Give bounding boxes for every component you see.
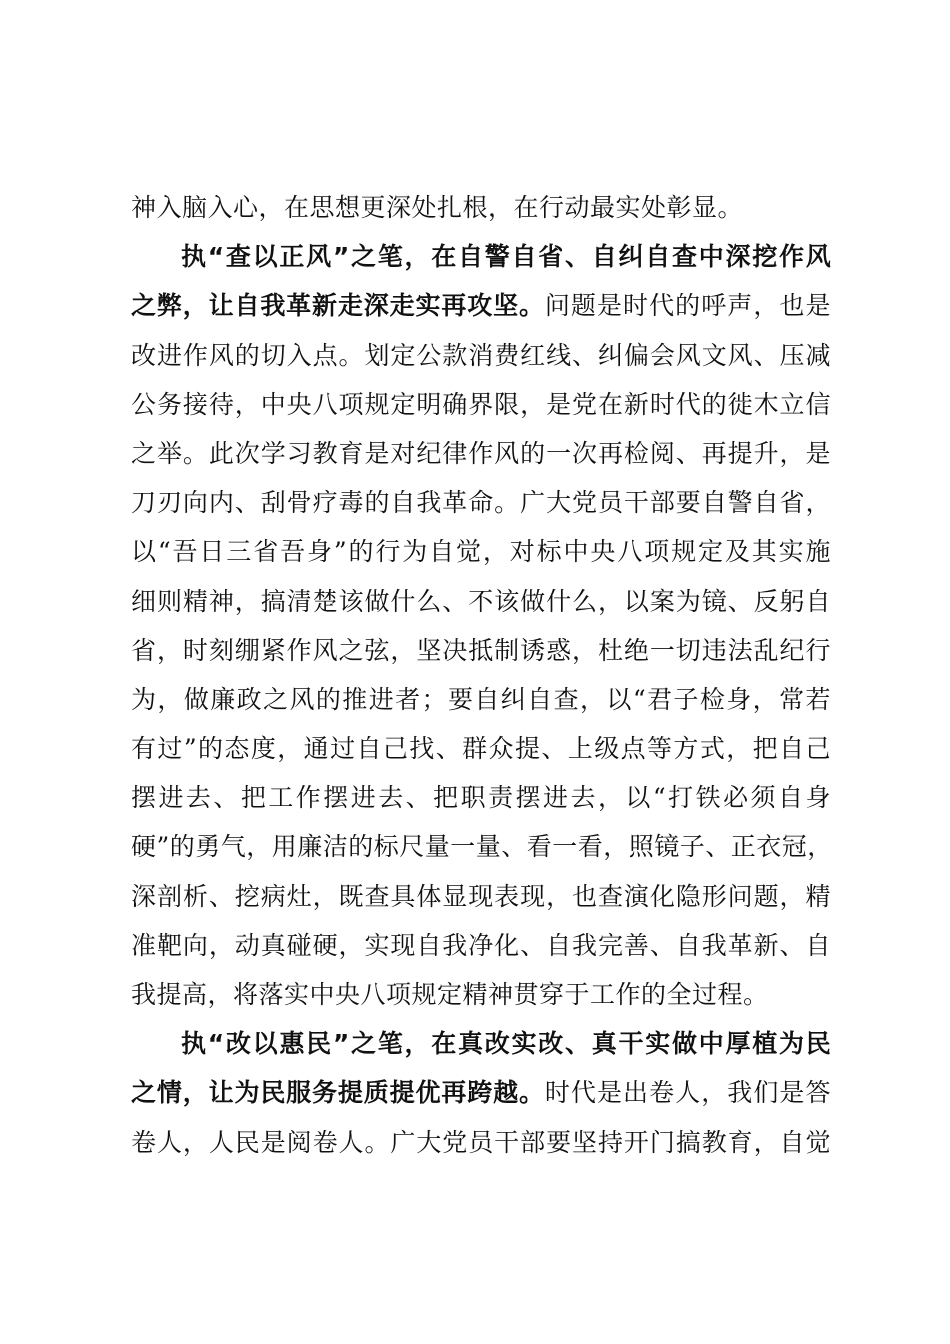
- body-text-run: 准靶向，动真碰硬，实现自我净化、自我完善、自我革新、自: [131, 930, 831, 960]
- body-text-run: 卷人，人民是阅卷人。广大党员干部要坚持开门搞教育，自觉: [131, 1127, 831, 1157]
- text-line: [131, 773, 831, 822]
- body-text-run: 改进作风的切入点。划定公款消费红线、纠偏会风文风、压减: [131, 340, 831, 370]
- text-line: [131, 478, 831, 527]
- body-text-run: 以“吾日三省吾身”的行为自觉，对标中央八项规定及其实施: [131, 537, 831, 567]
- text-line: [131, 675, 831, 724]
- body-text-run: 有过”的态度，通过自己找、群众提、上级点等方式，把自己: [131, 734, 831, 764]
- body-text-run: 时代是出卷人，我们是答: [544, 1078, 831, 1108]
- text-line: [131, 183, 831, 232]
- body-text-run: 为，做廉政之风的推进者；要自纠自查，以“君子检身，常若: [131, 684, 831, 714]
- body-text-run: 公务接待，中央八项规定明确界限，是党在新时代的徙木立信: [131, 389, 831, 419]
- text-line: [131, 724, 831, 773]
- text-line: [131, 872, 831, 921]
- text-line: [131, 281, 831, 330]
- body-text-run: 神入脑入心，在思想更深处扎根，在行动最实处彰显。: [131, 193, 744, 222]
- text-line: [131, 1019, 831, 1068]
- text-line: [131, 626, 831, 675]
- bold-heading-text: 执“改以惠民”之笔，在真改实改、真干实做中厚植为民: [181, 1029, 831, 1059]
- text-line: [131, 1118, 831, 1167]
- body-text-run: 我提高，将落实中央八项规定精神贯穿于工作的全过程。: [131, 980, 769, 1009]
- body-text-run: 刀刃向内、刮骨疗毒的自我革命。广大党员干部要自警自省，: [131, 488, 831, 518]
- body-text: [131, 183, 831, 1167]
- body-text-run: 深剖析、挖病灶，既查具体显现表现，也查演化隐形问题，精: [131, 881, 831, 911]
- text-line: [131, 970, 831, 1019]
- text-line: [131, 1068, 831, 1117]
- text-line: [131, 232, 831, 281]
- text-line: [131, 380, 831, 429]
- bold-heading-text: 之情，让为民服务提质提优再跨越。: [131, 1078, 545, 1108]
- body-text-run: 之举。此次学习教育是对纪律作风的一次再检阅、再提升，是: [131, 438, 831, 468]
- bold-heading-text: 之弊，让自我革新走深走实再攻坚。: [131, 291, 545, 321]
- text-line: [131, 822, 831, 871]
- body-text-run: 省，时刻绷紧作风之弦，坚决抵制诱惑，杜绝一切违法乱纪行: [131, 635, 831, 665]
- body-text-run: 硬”的勇气，用廉洁的标尺量一量、看一看，照镜子、正衣冠，: [131, 832, 833, 862]
- text-line: [131, 429, 831, 478]
- body-text-run: 问题是时代的呼声，也是: [544, 291, 831, 321]
- body-text-run: 摆进去、把工作摆进去、把职责摆进去，以“打铁必须自身: [131, 783, 831, 813]
- text-line: [131, 921, 831, 970]
- bold-heading-text: 执“查以正风”之笔，在自警自省、自纠自查中深挖作风: [181, 242, 831, 272]
- text-line: [131, 577, 831, 626]
- text-line: [131, 527, 831, 576]
- text-line: [131, 331, 831, 380]
- body-text-run: 细则精神，搞清楚该做什么、不该做什么，以案为镜、反躬自: [131, 586, 831, 616]
